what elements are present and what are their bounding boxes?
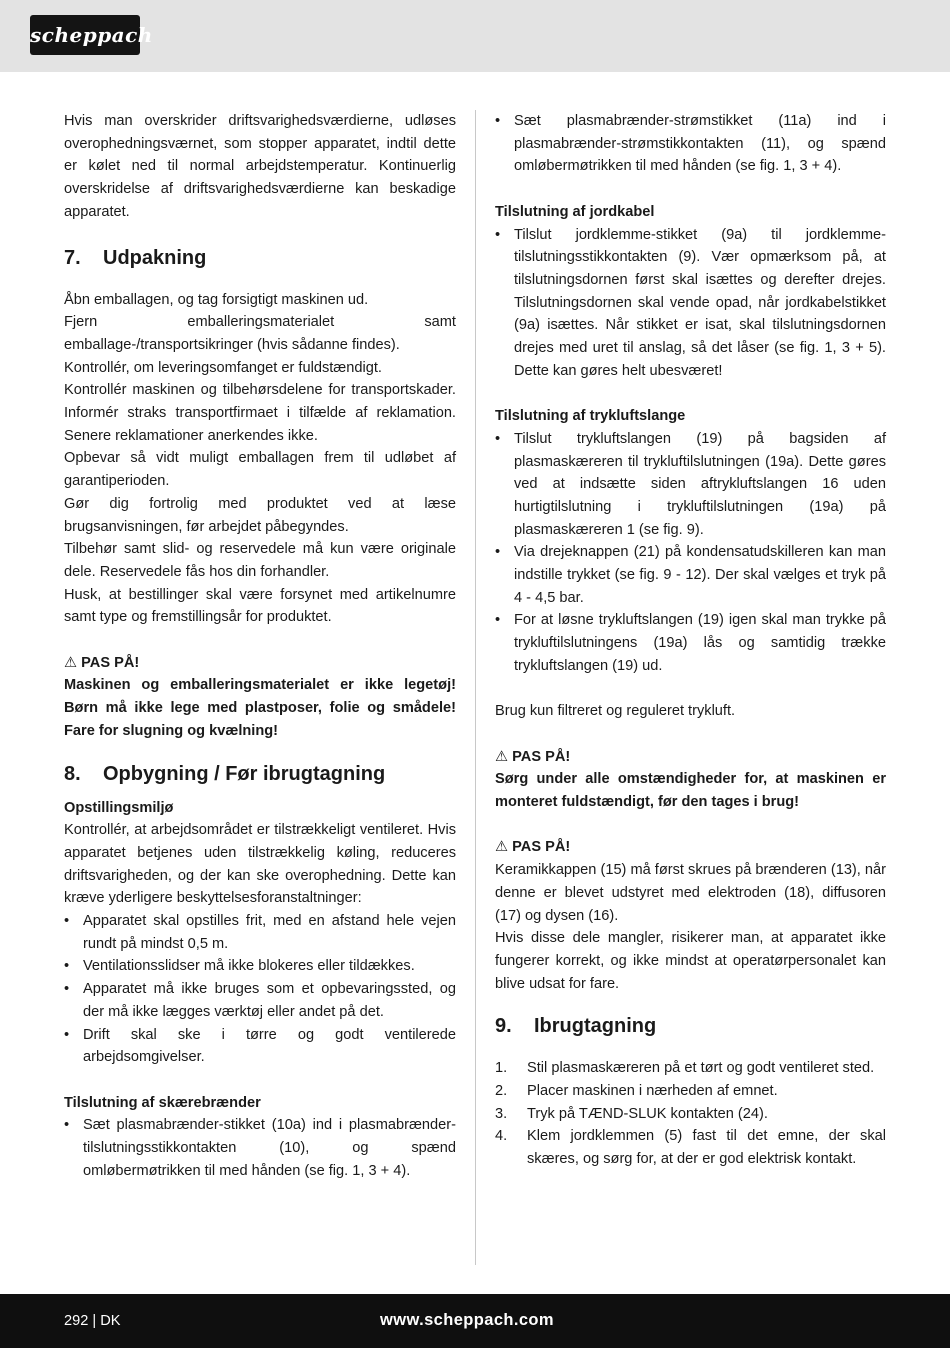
setup-list bbox=[64, 910, 456, 1069]
bullet: • bbox=[495, 430, 501, 447]
step-item bbox=[495, 1125, 886, 1170]
step-number: 1. bbox=[495, 1060, 508, 1077]
bullet: • bbox=[64, 981, 70, 998]
unpack-line: Gør dig fortrolig med produktet ved at læse brugsanvisningen, før arbejdet påbegyndes. bbox=[64, 495, 456, 535]
list-item-text: Apparatet skal opstilles frit, med en afstand hele vejen rundt på mindst 0,5 m. bbox=[83, 913, 456, 952]
warning-text: Sørg under alle omstændigheder for, at maskinen er monteret fuldstændigt, før den tages i brug! bbox=[495, 771, 886, 811]
bullet: • bbox=[495, 612, 501, 629]
list-item-text: Sæt plasmabrænder-strømstikket (11a) ind i plasmabrænder-strømstikkontakten (11), og spænd omløbermøtrikken til med hånden (se fig. 1, 3 + 4). bbox=[514, 113, 886, 175]
intro-paragraph: Hvis man overskrider driftsvarighedsværdierne, udløses overophedningsværnet, som stopper apparatet, indtil dette er kølet ned til normal arbejdstemperatur. Kontinuerlig overskridelse af driftsvarighedsværdierne kan beskadige apparatet. bbox=[64, 113, 456, 220]
list-item bbox=[495, 428, 886, 542]
bullet: • bbox=[64, 1117, 70, 1134]
step-number: 2. bbox=[495, 1083, 508, 1100]
section-8-heading bbox=[64, 759, 456, 789]
footer-bar bbox=[0, 1294, 950, 1348]
warning-paragraph: Keramikkappen (15) må først skrues på brænderen (13), når denne er blevet udstyret med elektroden (18), diffusoren (17) og dysen (16). bbox=[495, 862, 886, 924]
section-number: 7. bbox=[64, 246, 81, 269]
air-note: Brug kun filtreret og reguleret trykluft. bbox=[495, 703, 736, 720]
list-item bbox=[64, 1114, 456, 1182]
list-item bbox=[64, 978, 456, 1023]
list-item bbox=[495, 224, 886, 383]
unpack-line: Opbevar så vidt muligt emballagen frem til udløbet af garantiperioden. bbox=[64, 450, 456, 490]
list-item bbox=[64, 1024, 456, 1069]
scheppach-logo: scheppach bbox=[30, 15, 140, 55]
bullet: • bbox=[495, 226, 501, 243]
bullet: • bbox=[495, 113, 501, 129]
bullet: • bbox=[64, 958, 70, 975]
list-item-text: For at løsne trykluftslangen (19) igen skal man trykke på trykluftilslutningens (19a) lås og samtidig trække trykluftslangen (19) ud. bbox=[514, 612, 886, 674]
section-9-heading bbox=[495, 1011, 886, 1041]
warning-text: Maskinen og emballeringsmaterialet er ikke legetøj! Børn må ikke lege med plastposer, folie og smådele! Fare for slugning og kvælning! bbox=[64, 677, 456, 739]
unpack-line: Kontrollér maskinen og tilbehørsdelene for transportskader. Informér straks transportfirmaet i tilfælde af reklamation. Senere reklamationer anerkendes ikke. bbox=[64, 382, 456, 444]
left-column bbox=[64, 110, 456, 1183]
bullet: • bbox=[495, 544, 501, 561]
list-item-text: Sæt plasmabrænder-stikket (10a) ind i plasmabrænder-tilslutningsstikkontakten (10), og spænd omløbermøtrikken til med hånden (se fig. 1, 3 + 4). bbox=[83, 1117, 456, 1179]
section-number: 8. bbox=[64, 762, 81, 785]
list-item bbox=[495, 609, 886, 677]
page-number: 292 | DK bbox=[64, 1313, 121, 1329]
section-title: Udpakning bbox=[103, 246, 207, 269]
section-title: Opbygning / Før ibrugtagning bbox=[103, 762, 386, 785]
power-list bbox=[495, 110, 886, 178]
column-divider bbox=[475, 110, 476, 1265]
subheading-torch: Tilslutning af skærebrænder bbox=[64, 1094, 261, 1111]
list-item bbox=[495, 110, 886, 178]
step-number: 3. bbox=[495, 1105, 508, 1122]
website-link[interactable]: www.scheppach.com bbox=[380, 1311, 554, 1329]
list-item-text: Ventilationsslidser må ikke blokeres eller tildækkes. bbox=[83, 958, 415, 975]
unpack-line: Husk, at bestillinger skal være forsynet med artikelnumre samt type og fremstillingsår for produktet. bbox=[64, 586, 456, 626]
step-text: Stil plasmaskæreren på et tørt og godt ventileret sted. bbox=[527, 1060, 875, 1077]
warning-heading: ⚠ PAS PÅ! bbox=[495, 748, 571, 765]
list-item-text: Via drejeknappen (21) på kondensatudskilleren kan man indstille trykket (se fig. 9 - 12). Der skal vælges et tryk på 4 - 4,5 bar. bbox=[514, 544, 886, 606]
bullet: • bbox=[64, 1026, 70, 1043]
subheading-setup: Opstillingsmiljø bbox=[64, 799, 174, 816]
ground-list bbox=[495, 224, 886, 383]
warning-heading: ⚠ PAS PÅ! bbox=[495, 839, 571, 856]
subheading-ground: Tilslutning af jordkabel bbox=[495, 203, 655, 220]
list-item-text: Tilslut trykluftslangen (19) på bagsiden af plasmaskæreren til trykluftilslutningen (19a). Dette gøres ved at indsætte siden aftrykluftslangen 16 uden hurtigtilslutning i trykluftilslutningen (19a) på plasmaskæreren 1 (se fig. 9). bbox=[514, 430, 886, 538]
unpack-line: Fjern emballeringsmaterialet samt emballage-/transportsikringer (hvis sådanne findes). bbox=[64, 314, 456, 353]
list-item bbox=[64, 955, 456, 978]
step-item bbox=[495, 1080, 886, 1103]
unpack-line: Åbn emballagen, og tag forsigtigt maskinen ud. bbox=[64, 291, 369, 308]
step-text: Klem jordklemmen (5) fast til det emne, der skal skæres, og sørg for, at der er god elektrisk kontakt. bbox=[527, 1128, 886, 1168]
warning-paragraph: Hvis disse dele mangler, risikerer man, at apparatet ikke fungerer korrekt, og ikke mindst at operatørpersonalet kan blive udsat for fare. bbox=[495, 930, 886, 992]
subheading-air: Tilslutning af trykluftslange bbox=[495, 408, 686, 425]
bullet: • bbox=[64, 913, 70, 930]
warning-heading: ⚠ PAS PÅ! bbox=[64, 654, 140, 671]
step-item bbox=[495, 1103, 886, 1126]
setup-paragraph: Kontrollér, at arbejdsområdet er tilstrækkeligt ventileret. Hvis apparatet betjenes uden tilstrækkelig køling, reduceres driftsvarigheden, og der kan ske overophedning. Dette kan kræve yderligere beskyttelsesforanstaltninger: bbox=[64, 822, 456, 907]
list-item-text: Apparatet må ikke bruges som et opbevaringssted, og der må ikke lægges værktøj eller andet på det. bbox=[83, 981, 456, 1020]
section-title: Ibrugtagning bbox=[534, 1015, 657, 1038]
step-number: 4. bbox=[495, 1128, 508, 1145]
header-bar bbox=[0, 0, 950, 72]
unpack-line: Kontrollér, om leveringsomfanget er fuldstændigt. bbox=[64, 359, 382, 376]
step-item bbox=[495, 1057, 886, 1080]
air-list bbox=[495, 428, 886, 678]
step-text: Tryk på TÆND-SLUK kontakten (24). bbox=[527, 1105, 768, 1122]
unpack-line: Tilbehør samt slid- og reservedele må kun være originale dele. Reservedele fås hos din forhandler. bbox=[64, 541, 456, 580]
list-item-text: Drift skal ske i tørre og godt ventilerede arbejdsomgivelser. bbox=[83, 1026, 456, 1066]
list-item bbox=[495, 541, 886, 609]
startup-steps bbox=[495, 1057, 886, 1171]
list-item-text: Tilslut jordklemme-stikket (9a) til jordklemme-tilslutningsstikkontakten (9). Vær opmærksom på, at tilslutningsdornen først skal isættes og derefter drejes. Tilslutningsdornen skal vende opad, når jordkabelstikket (9a) isættes. Når stikket er isat, skal tilslutningsdornen drejes med uret til anslag, så det låser (se fig. 1, 3 + 5). Dette kan gøres helt ubesværet! bbox=[514, 226, 886, 379]
right-column bbox=[495, 110, 886, 1171]
step-text: Placer maskinen i nærheden af emnet. bbox=[527, 1083, 778, 1100]
section-number: 9. bbox=[495, 1015, 512, 1038]
section-7-heading bbox=[64, 243, 456, 273]
list-item bbox=[64, 910, 456, 955]
torch-list bbox=[64, 1114, 456, 1182]
